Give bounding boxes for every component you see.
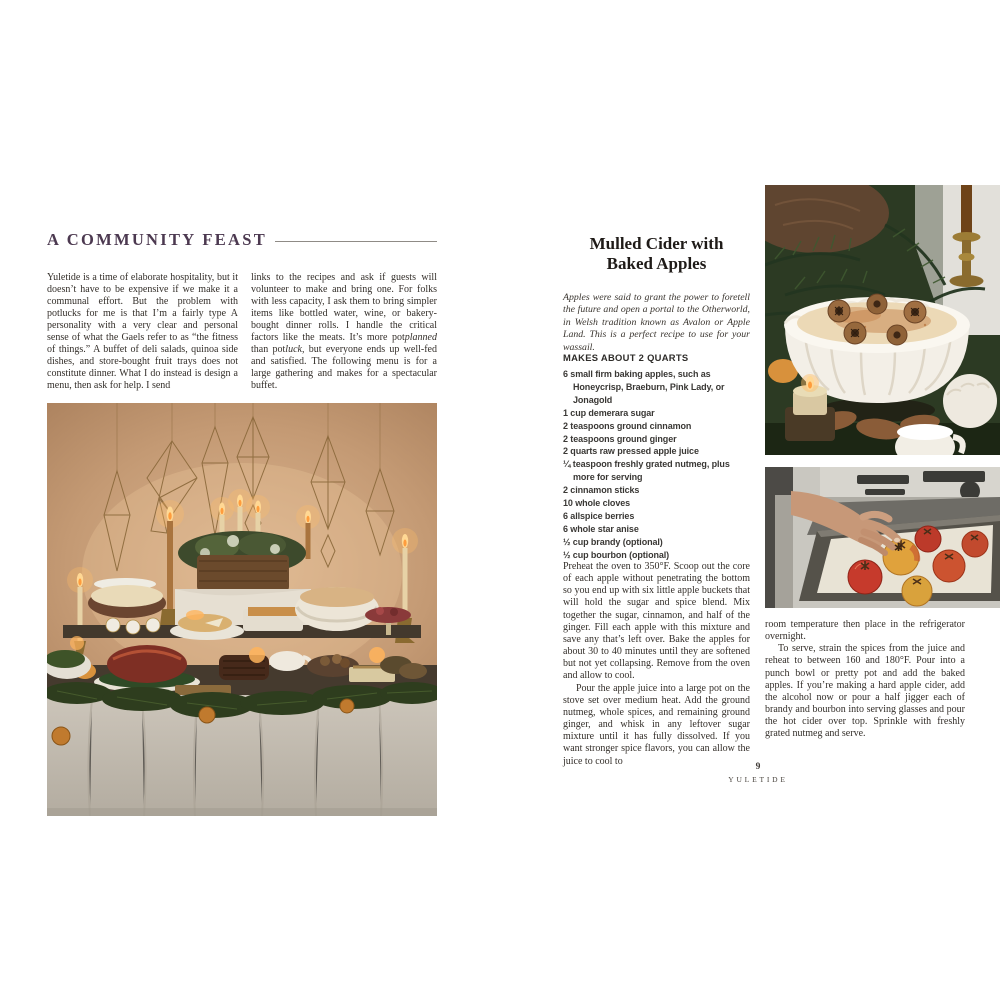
heading-rule	[275, 241, 437, 242]
ingredient-item: ½ cup brandy (optional)	[563, 536, 663, 547]
baked-apples-photo	[765, 467, 1000, 608]
method-paragraph-2: Pour the apple juice into a large pot on the stove set over medium heat. Add the ground nutmeg, whole spices, and remaining ground ginger, and whisk in any leftover sugar mixture until it has fully dissolved. If you want stronger spice flavors, you can allow the juice to cool to	[563, 682, 750, 767]
ingredient-item: ½ cup bourbon (optional)	[563, 549, 670, 560]
method-column-1	[563, 561, 750, 768]
ingredient-item: 2 teaspoons ground cinnamon	[563, 420, 692, 431]
method-paragraph-3: To serve, strain the spices from the juice and reheat to between 160 and 180°F. Pour into a punch bowl or pretty pot and add the baked apples. If you’re making a hard apple cider, add the alcohol now or pour a half jigger each of brandy and bourbon into serving glasses and pour the hot cider over top. Sprinkle with freshly grated nutmeg and serve.	[765, 643, 965, 740]
feast-table-photo	[47, 403, 437, 816]
page-number: 9	[755, 762, 761, 772]
left-intro-column-2	[251, 272, 437, 392]
ingredient-item: ¼ teaspoon freshly grated nutmeg, plus more for serving	[563, 459, 730, 483]
ingredient-item: 10 whole cloves	[563, 498, 631, 509]
ingredient-item: 2 teaspoons ground ginger	[563, 433, 677, 444]
recipe-title	[563, 234, 750, 273]
section-heading-row	[47, 230, 437, 250]
col2-italic-word: planned	[404, 331, 437, 343]
recipe-title-line1: Mulled Cider with	[589, 234, 724, 253]
col2-text: links to the recipes and ask if guests will volunteer to make and bring one. For folks with less capacity, I ask them to bring simpler items like bottled water, wine, or bakery-bought dinner rolls. I handle the critical factors like the meats. It’s more pot	[251, 272, 437, 343]
method-paragraph-2-continued: room temperature then place in the refrigerator overnight.	[765, 619, 965, 643]
ingredient-item: 2 quarts raw pressed apple juice	[563, 446, 699, 457]
ingredient-item: 1 cup demerara sugar	[563, 407, 655, 418]
recipe-title-line2: Baked Apples	[606, 253, 707, 273]
col2-italic-word: luck	[285, 343, 302, 355]
section-heading: A COMMUNITY FEAST	[47, 230, 267, 249]
ingredient-item: 2 cinnamon sticks	[563, 485, 640, 496]
mulled-cider-photo	[765, 185, 1000, 455]
book-title: YULETIDE	[728, 775, 788, 784]
ingredient-item: 6 small firm baking apples, such as Honeycrisp, Braeburn, Pink Lady, or Jonagold	[563, 369, 725, 405]
page-footer	[563, 762, 953, 784]
ingredient-item: 6 allspice berries	[563, 510, 635, 521]
recipe-intro: Apples were said to grant the power to foretell the future and open a portal to the Otherworld, in Welsh tradition known as Avalon or Apple Land. This is a perfect recipe to use for your wassail.	[563, 292, 750, 353]
ingredient-item: 6 whole star anise	[563, 523, 639, 534]
col2-text: than pot	[251, 343, 286, 355]
method-paragraph-1: Preheat the oven to 350°F. Scoop out the core of each apple without penetrating the bottom so you end up with six little apple buckets that will hold the sugar and spice blend. Mix together the sugar, cinnamon, and half of the ginger. Fill each apple with this mixture and save any that’s left over. Bake the apples for about 30 to 40 minutes until they are softened but not yet collapsing. Remove from the oven and allow to cool.	[563, 561, 750, 682]
tablecloth	[47, 682, 437, 816]
ingredients-list	[563, 368, 752, 562]
left-intro-column-1: Yuletide is a time of elaborate hospitality, but it doesn’t have to be expensive if we make it a communal effort. But the problem with potlucks for me is that I’m a fairly type A personality with a very clear and personal sense of what the Gaels refer to as “the fitness of things.” A buffet of deli salads, quinoa side dishes, and store-bought fruit trays does not constitute dinner. What I do instead is design a menu, then ask for help. I send	[47, 272, 238, 391]
col2-text: , but everyone ends up well-fed and satisfied. The following menu is for a large gathering and makes for a spectacular buffet.	[251, 343, 437, 391]
yield-label: MAKES ABOUT 2 QUARTS	[563, 352, 689, 363]
method-column-2	[765, 619, 965, 741]
